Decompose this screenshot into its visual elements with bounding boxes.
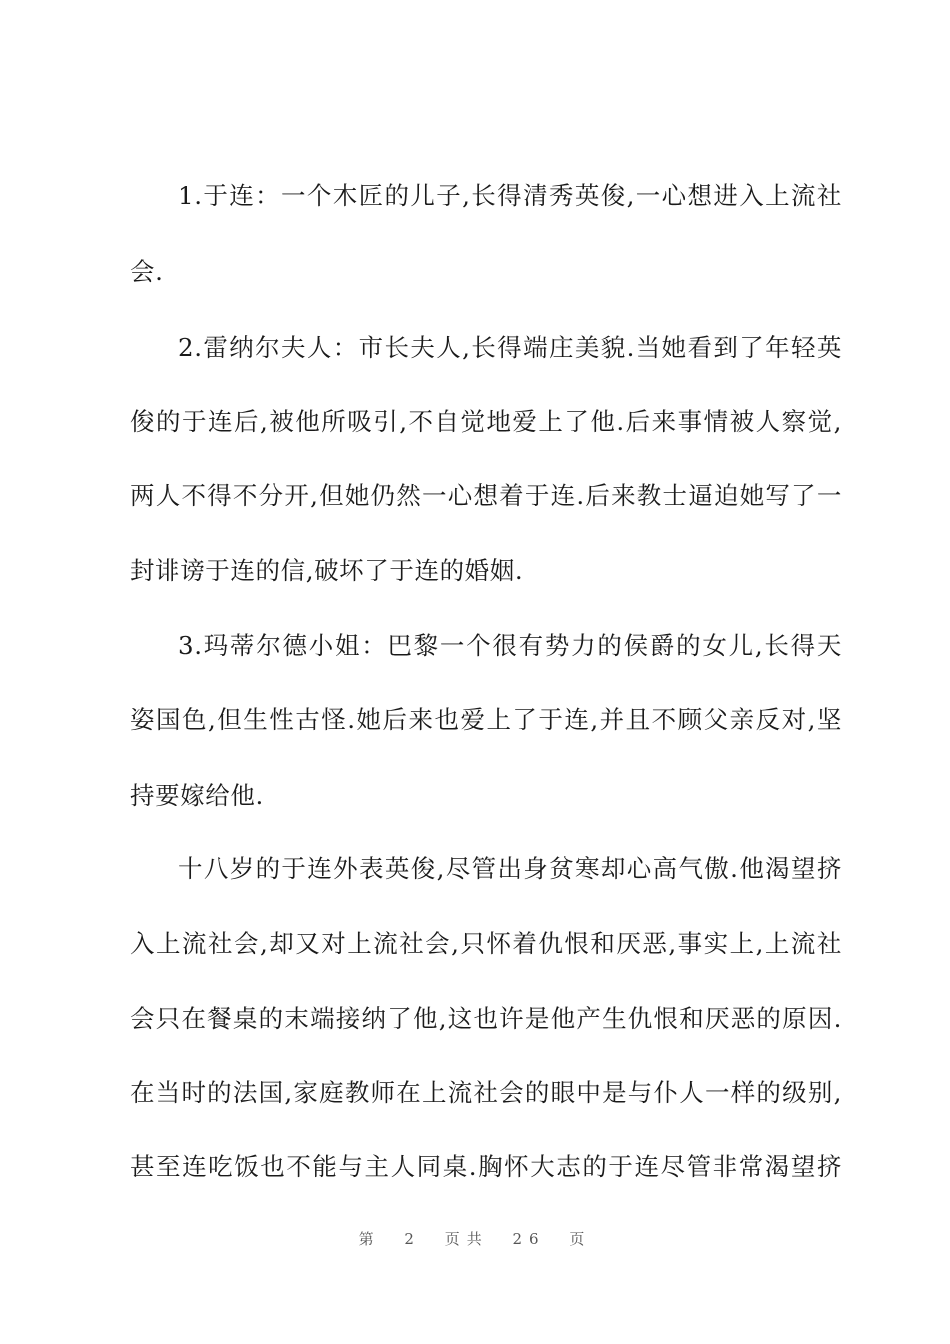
footer-total-pages: 26 <box>512 1230 546 1248</box>
footer-page-number: 2 <box>404 1230 421 1248</box>
paragraph-4-line-3: 会只在餐桌的末端接纳了他,这也许是他产生仇恨和厌恶的原因. <box>130 1004 842 1033</box>
footer-prefix: 第 <box>358 1230 381 1248</box>
paragraph-3-line-1: 3.玛蒂尔德小姐：巴黎一个很有势力的侯爵的女儿,长得天 <box>178 631 842 660</box>
page-footer <box>0 1229 950 1249</box>
paragraph-2-line-3: 两人不得不分开,但她仍然一心想着于连.后来教士逼迫她写了一 <box>130 481 842 510</box>
paragraph-4-line-2: 入上流社会,却又对上流社会,只怀着仇恨和厌恶,事实上,上流社 <box>130 929 842 958</box>
paragraph-1-line-2: 会. <box>130 257 164 286</box>
paragraph-3-line-2: 姿国色,但生性古怪.她后来也爱上了于连,并且不顾父亲反对,坚 <box>130 705 842 734</box>
paragraph-4-line-1: 十八岁的于连外表英俊,尽管出身贫寒却心高气傲.他渴望挤 <box>178 854 842 883</box>
footer-middle: 页共 <box>444 1230 489 1248</box>
paragraph-4-line-4: 在当时的法国,家庭教师在上流社会的眼中是与仆人一样的级别, <box>130 1078 842 1107</box>
paragraph-3-line-3: 持要嫁给他. <box>130 781 264 810</box>
paragraph-4-line-5: 甚至连吃饭也不能与主人同桌.胸怀大志的于连尽管非常渴望挤 <box>130 1152 842 1181</box>
footer-suffix: 页 <box>569 1230 592 1248</box>
paragraph-2-line-4: 封诽谤于连的信,破坏了于连的婚姻. <box>130 556 524 585</box>
paragraph-2-line-1: 2.雷纳尔夫人：市长夫人,长得端庄美貌.当她看到了年轻英 <box>178 333 842 362</box>
paragraph-1-line-1: 1.于连：一个木匠的儿子,长得清秀英俊,一心想进入上流社 <box>178 181 842 210</box>
paragraph-2-line-2: 俊的于连后,被他所吸引,不自觉地爱上了他.后来事情被人察觉, <box>130 407 842 436</box>
